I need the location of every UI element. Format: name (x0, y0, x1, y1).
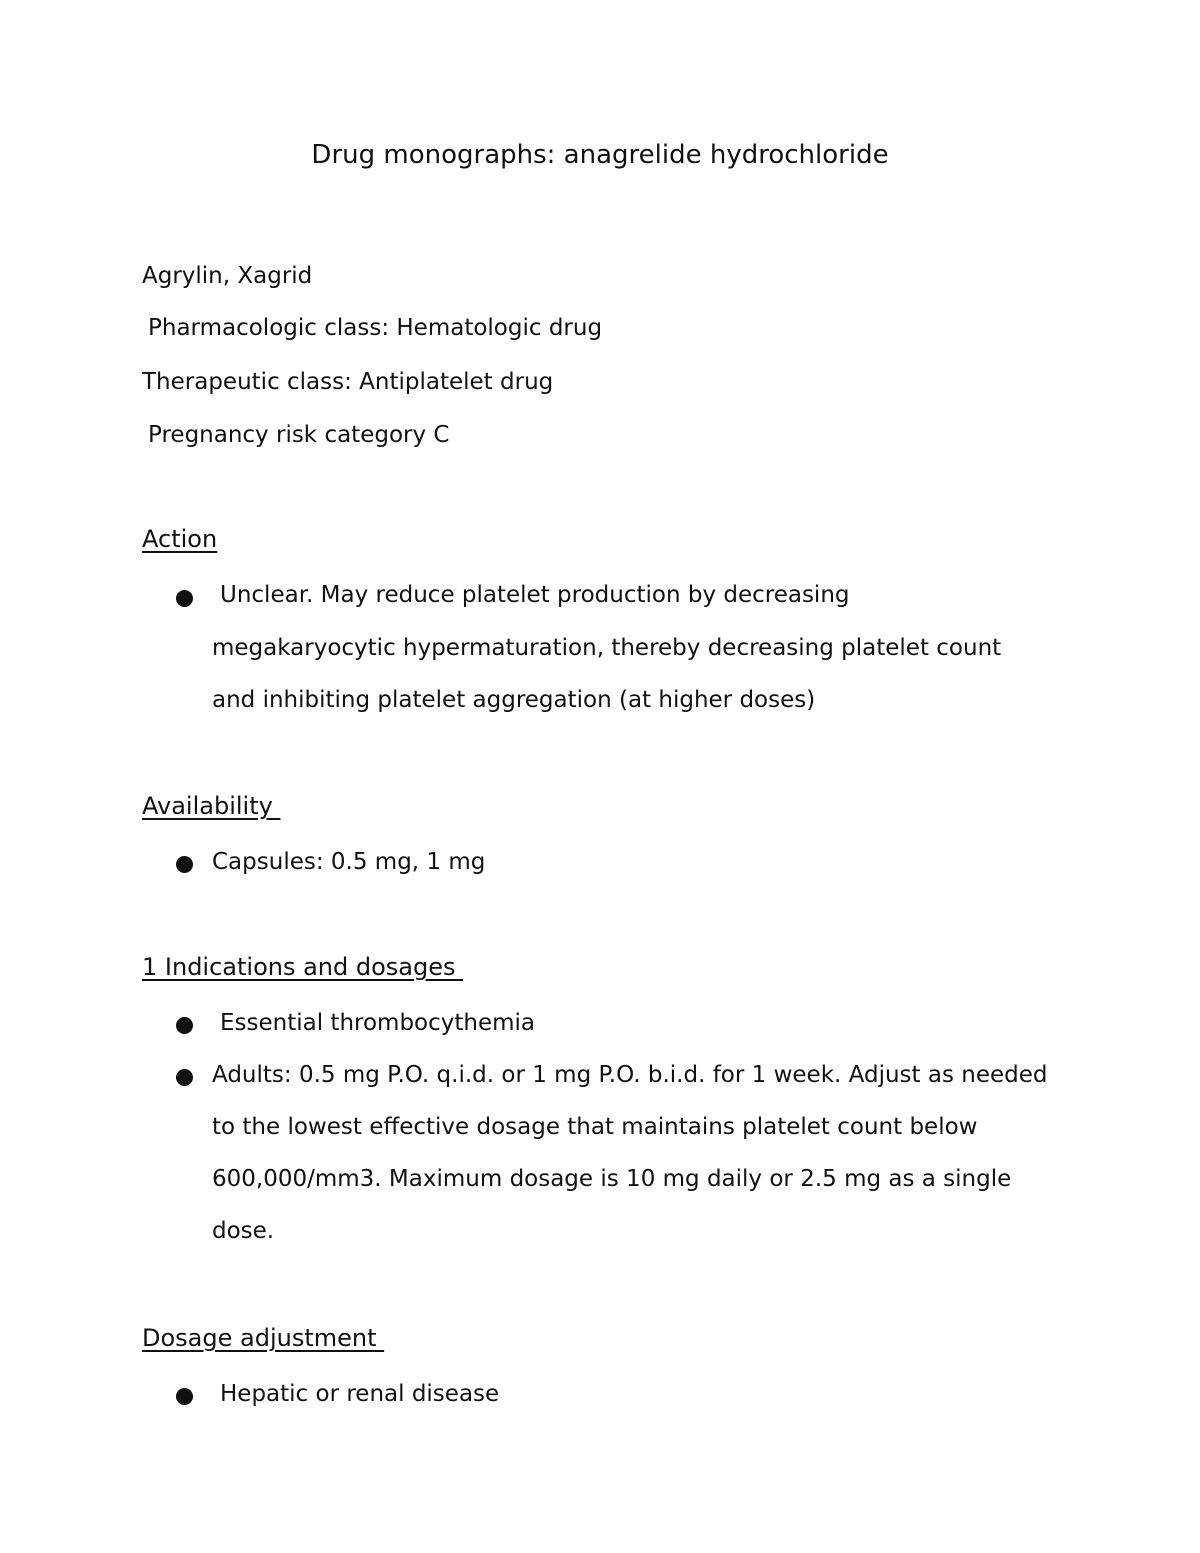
dosage-text-line-1: Adults: 0.5 mg P.O. q.i.d. or 1 mg P.O. b.i.d. for 1 week. Adjust as needed (212, 1062, 1048, 1088)
indication-text: Essential thrombocythemia (220, 1010, 536, 1036)
availability-text: Capsules: 0.5 mg, 1 mg (212, 849, 486, 875)
bullet-icon (176, 1069, 193, 1086)
section-heading-availability: Availability (142, 792, 281, 820)
section-heading-action: Action (142, 525, 218, 553)
pharmacologic-class: Pharmacologic class: Hematologic drug (148, 315, 603, 341)
dosage-text-line-2: to the lowest effective dosage that maintains platelet count below (212, 1114, 978, 1140)
therapeutic-class: Therapeutic class: Antiplatelet drug (142, 369, 554, 395)
section-heading-dosage-adjustment: Dosage adjustment (142, 1324, 385, 1352)
action-text-line-1: Unclear. May reduce platelet production by decreasing (220, 582, 850, 608)
document-title: Drug monographs: anagrelide hydrochloride (311, 140, 889, 170)
bullet-icon (176, 856, 193, 873)
action-text-line-2: megakaryocytic hypermaturation, thereby decreasing platelet count (212, 635, 1002, 661)
bullet-icon (176, 590, 193, 607)
dosage-adjustment-text: Hepatic or renal disease (220, 1381, 500, 1407)
dosage-text-line-3: 600,000/mm3. Maximum dosage is 10 mg daily or 2.5 mg as a single (212, 1166, 1012, 1192)
bullet-icon (176, 1017, 193, 1034)
bullet-icon (176, 1388, 193, 1405)
dosage-text-line-4: dose. (212, 1218, 275, 1244)
brand-names: Agrylin, Xagrid (142, 263, 313, 289)
section-heading-indications: 1 Indications and dosages (142, 953, 464, 981)
action-text-line-3: and inhibiting platelet aggregation (at higher doses) (212, 687, 816, 713)
pregnancy-risk-category: Pregnancy risk category C (148, 422, 450, 448)
